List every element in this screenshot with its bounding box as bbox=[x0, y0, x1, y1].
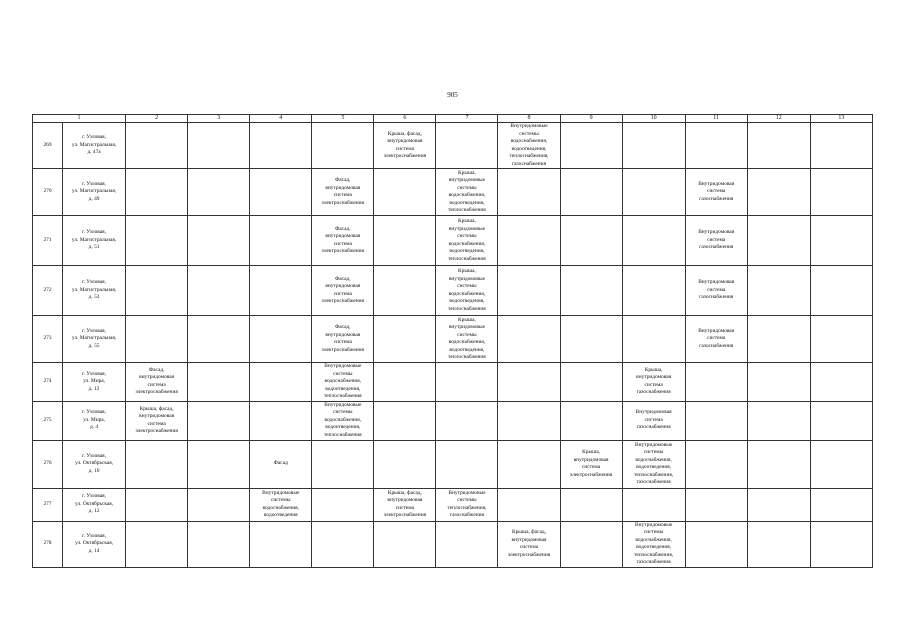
work-type-cell: Крыша, внутридомовая система электроснабжения bbox=[560, 440, 622, 488]
work-type-cell: Крыша, внутридомовые системы водоснабжения, водоотведения, теплоснабжения bbox=[436, 316, 498, 363]
work-type-cell bbox=[622, 266, 685, 316]
work-type-cell bbox=[810, 316, 872, 363]
repair-schedule-table bbox=[32, 114, 873, 568]
table-row bbox=[33, 440, 873, 488]
work-type-cell bbox=[685, 401, 747, 440]
work-type-cell bbox=[747, 266, 810, 316]
work-type-cell bbox=[498, 169, 560, 216]
work-type-cell bbox=[188, 266, 250, 316]
work-type-cell bbox=[126, 488, 188, 521]
row-number: 273 bbox=[33, 316, 63, 363]
work-type-cell: Внутридомовые системы водоснабжения, водоотведения, теплоснабжения, газоснабжения bbox=[498, 123, 560, 169]
column-header: 3 bbox=[188, 115, 250, 123]
work-type-cell bbox=[126, 216, 188, 266]
work-type-cell: Фасад, внутридомовая система электроснабжения bbox=[312, 266, 374, 316]
work-type-cell bbox=[622, 123, 685, 169]
header-row bbox=[33, 115, 873, 123]
work-type-cell bbox=[560, 169, 622, 216]
row-number: 277 bbox=[33, 488, 63, 521]
column-header: 4 bbox=[250, 115, 312, 123]
work-type-cell bbox=[747, 216, 810, 266]
work-type-cell bbox=[436, 521, 498, 567]
work-type-cell bbox=[810, 488, 872, 521]
work-type-cell: Внутридомовые системы водоснабжения, водоотведения bbox=[250, 488, 312, 521]
work-type-cell bbox=[810, 216, 872, 266]
work-type-cell bbox=[250, 123, 312, 169]
page-number: 905 bbox=[447, 91, 458, 99]
work-type-cell bbox=[126, 169, 188, 216]
work-type-cell bbox=[747, 440, 810, 488]
work-type-cell: Крыша, внутридомовые системы водоснабжения, водоотведения, теплоснабжения bbox=[436, 266, 498, 316]
work-type-cell: Внутридомовые системы водоснабжения, водоотведения, теплоснабжения bbox=[312, 401, 374, 440]
address-cell: г. Узловая, ул. Мира, д. 12 bbox=[63, 363, 126, 402]
address-cell: г. Узловая, ул. Октябрьская, д. 10 bbox=[63, 440, 126, 488]
work-type-cell bbox=[622, 216, 685, 266]
work-type-cell bbox=[747, 123, 810, 169]
row-number: 272 bbox=[33, 266, 63, 316]
row-number: 270 bbox=[33, 169, 63, 216]
address-cell: г. Узловая, ул. Октябрьская, д. 14 bbox=[63, 521, 126, 567]
work-type-cell bbox=[498, 440, 560, 488]
column-header: 5 bbox=[312, 115, 374, 123]
work-type-cell bbox=[498, 401, 560, 440]
work-type-cell bbox=[685, 440, 747, 488]
table-row bbox=[33, 216, 873, 266]
work-type-cell bbox=[498, 316, 560, 363]
work-type-cell bbox=[560, 363, 622, 402]
work-type-cell bbox=[436, 401, 498, 440]
row-number: 271 bbox=[33, 216, 63, 266]
column-header: 7 bbox=[436, 115, 498, 123]
work-type-cell bbox=[188, 363, 250, 402]
table-row bbox=[33, 123, 873, 169]
work-type-cell bbox=[188, 216, 250, 266]
work-type-cell bbox=[810, 363, 872, 402]
work-type-cell bbox=[312, 123, 374, 169]
address-cell: г. Узловая, ул. Магистральная, д. 51 bbox=[63, 216, 126, 266]
work-type-cell bbox=[436, 123, 498, 169]
work-type-cell: Внутридомовая система газоснабжения bbox=[685, 316, 747, 363]
work-type-cell bbox=[250, 521, 312, 567]
address-cell: г. Узловая, ул. Магистральная, д. 53 bbox=[63, 266, 126, 316]
table-row bbox=[33, 169, 873, 216]
address-cell: г. Узловая, ул. Октябрьская, д. 12 bbox=[63, 488, 126, 521]
work-type-cell bbox=[622, 316, 685, 363]
table-row bbox=[33, 363, 873, 402]
work-type-cell: Фасад, внутридомовая система электроснабжения bbox=[126, 363, 188, 402]
table-row bbox=[33, 266, 873, 316]
work-type-cell bbox=[560, 123, 622, 169]
work-type-cell bbox=[374, 521, 436, 567]
table-row bbox=[33, 488, 873, 521]
work-type-cell bbox=[498, 363, 560, 402]
column-header: 11 bbox=[685, 115, 747, 123]
work-type-cell bbox=[810, 401, 872, 440]
column-header: 2 bbox=[126, 115, 188, 123]
work-type-cell bbox=[685, 123, 747, 169]
work-type-cell bbox=[747, 521, 810, 567]
work-type-cell bbox=[560, 521, 622, 567]
address-cell: г. Узловая, ул. Магистральная, д. 49 bbox=[63, 169, 126, 216]
work-type-cell bbox=[747, 401, 810, 440]
row-number: 278 bbox=[33, 521, 63, 567]
work-type-cell: Фасад, внутридомовая система электроснабжения bbox=[312, 216, 374, 266]
work-type-cell bbox=[622, 488, 685, 521]
work-type-cell bbox=[436, 363, 498, 402]
work-type-cell: Внутридомовые системы водоснабжения, водоотведения, теплоснабжения, газоснабжения bbox=[622, 440, 685, 488]
work-type-cell: Внутридомовая система газоснабжения bbox=[685, 216, 747, 266]
work-type-cell bbox=[312, 440, 374, 488]
work-type-cell bbox=[374, 266, 436, 316]
work-type-cell bbox=[560, 488, 622, 521]
work-type-cell bbox=[498, 266, 560, 316]
work-type-cell bbox=[374, 440, 436, 488]
address-cell: г. Узловая, ул. Магистральная, д. 55 bbox=[63, 316, 126, 363]
work-type-cell: Внутридомовая система газоснабжения bbox=[622, 401, 685, 440]
work-type-cell: Крыша, фасад, внутридомовая система электроснабжения bbox=[126, 401, 188, 440]
work-type-cell bbox=[250, 316, 312, 363]
work-type-cell bbox=[126, 521, 188, 567]
work-type-cell bbox=[374, 316, 436, 363]
work-type-cell: Крыша, фасад, внутридомовая система электроснабжения bbox=[374, 123, 436, 169]
row-number: 276 bbox=[33, 440, 63, 488]
work-type-cell bbox=[126, 266, 188, 316]
work-type-cell: Крыша, фасад, внутридомовая система электроснабжения bbox=[498, 521, 560, 567]
column-header: 6 bbox=[374, 115, 436, 123]
work-type-cell bbox=[188, 440, 250, 488]
work-type-cell bbox=[498, 488, 560, 521]
column-header: 1 bbox=[33, 115, 126, 123]
work-type-cell bbox=[188, 316, 250, 363]
work-type-cell bbox=[810, 440, 872, 488]
table-row bbox=[33, 316, 873, 363]
work-type-cell bbox=[747, 316, 810, 363]
address-cell: г. Узловая, ул. Магистральная, д. 47а bbox=[63, 123, 126, 169]
work-type-cell bbox=[685, 488, 747, 521]
work-type-cell bbox=[436, 440, 498, 488]
work-type-cell: Внутридомовые системы водоснабжения, водоотведения, теплоснабжения bbox=[312, 363, 374, 402]
work-type-cell bbox=[810, 266, 872, 316]
column-header: 9 bbox=[560, 115, 622, 123]
work-type-cell bbox=[250, 401, 312, 440]
work-type-cell bbox=[560, 401, 622, 440]
column-header: 12 bbox=[747, 115, 810, 123]
work-type-cell bbox=[747, 488, 810, 521]
work-type-cell bbox=[374, 169, 436, 216]
work-type-cell bbox=[747, 363, 810, 402]
work-type-cell bbox=[250, 169, 312, 216]
work-type-cell: Внутридомовые системы водоснабжения, водоотведения, теплоснабжения, газоснабжения bbox=[622, 521, 685, 567]
work-type-cell bbox=[188, 123, 250, 169]
row-number: 274 bbox=[33, 363, 63, 402]
work-type-cell: Крыша, фасад, внутридомовая система электроснабжения bbox=[374, 488, 436, 521]
work-type-cell bbox=[126, 316, 188, 363]
work-type-cell bbox=[810, 169, 872, 216]
table-row bbox=[33, 401, 873, 440]
work-type-cell bbox=[126, 440, 188, 488]
column-header: 10 bbox=[622, 115, 685, 123]
work-type-cell bbox=[250, 363, 312, 402]
work-type-cell bbox=[685, 521, 747, 567]
work-type-cell bbox=[312, 488, 374, 521]
work-type-cell bbox=[188, 169, 250, 216]
work-type-cell bbox=[188, 401, 250, 440]
work-type-cell bbox=[250, 216, 312, 266]
work-type-cell bbox=[126, 123, 188, 169]
work-type-cell bbox=[188, 488, 250, 521]
work-type-cell bbox=[312, 521, 374, 567]
work-type-cell bbox=[622, 169, 685, 216]
work-type-cell bbox=[810, 123, 872, 169]
row-number: 269 bbox=[33, 123, 63, 169]
work-type-cell bbox=[810, 521, 872, 567]
work-type-cell bbox=[685, 363, 747, 402]
table-row bbox=[33, 521, 873, 567]
work-type-cell: Внутридомовая система газоснабжения bbox=[685, 266, 747, 316]
work-type-cell: Фасад bbox=[250, 440, 312, 488]
work-type-cell bbox=[188, 521, 250, 567]
address-cell: г. Узловая, ул. Мира, д. 4 bbox=[63, 401, 126, 440]
work-type-cell: Фасад, внутридомовая система электроснабжения bbox=[312, 316, 374, 363]
work-type-cell bbox=[374, 363, 436, 402]
work-type-cell: Крыша, внутридомовые системы водоснабжения, водоотведения, теплоснабжения bbox=[436, 169, 498, 216]
work-type-cell bbox=[374, 401, 436, 440]
work-type-cell: Внутридомовые системы теплоснабжения, газоснабжения bbox=[436, 488, 498, 521]
work-type-cell: Фасад, внутридомовая система электроснабжения bbox=[312, 169, 374, 216]
work-type-cell: Крыша, внутридомовые системы водоснабжения, водоотведения, теплоснабжения bbox=[436, 216, 498, 266]
column-header: 13 bbox=[810, 115, 872, 123]
work-type-cell: Внутридомовая система газоснабжения bbox=[685, 169, 747, 216]
work-type-cell bbox=[560, 216, 622, 266]
work-type-cell bbox=[498, 216, 560, 266]
work-type-cell bbox=[374, 216, 436, 266]
column-header: 8 bbox=[498, 115, 560, 123]
work-type-cell bbox=[747, 169, 810, 216]
row-number: 275 bbox=[33, 401, 63, 440]
work-type-cell bbox=[560, 316, 622, 363]
work-type-cell bbox=[250, 266, 312, 316]
work-type-cell bbox=[560, 266, 622, 316]
work-type-cell: Крыша, внутридомовая система газоснабжения bbox=[622, 363, 685, 402]
